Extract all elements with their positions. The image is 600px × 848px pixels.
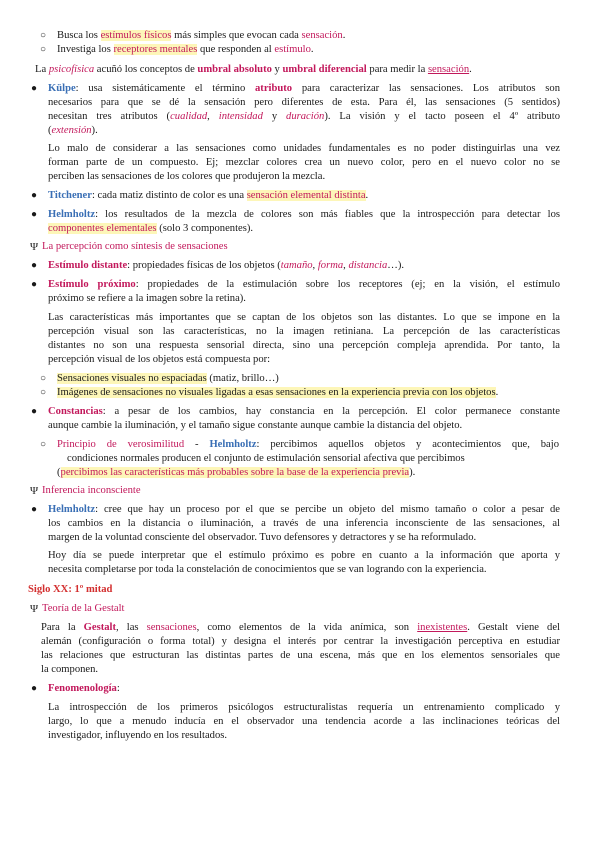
paragraph-text (35, 63, 472, 77)
text-line (48, 682, 560, 696)
text-line: Lo malo de considerar a las sensaciones como unidades fundamentales es no poder distinguirlas una vez (48, 143, 560, 154)
text-line (48, 259, 560, 273)
section-title: Siglo XX: 1º mitad (28, 584, 113, 595)
text: : percibimos aquellos objetos y acontecimientos que, bajo (256, 439, 559, 450)
circle-bullet-icon: ○ (40, 44, 47, 55)
dot-bullet-icon: ● (31, 683, 38, 694)
text: ). (91, 125, 98, 136)
dot-bullet-icon: ● (31, 406, 38, 417)
circle-bullet-icon: ○ (40, 373, 47, 384)
text: ( (48, 125, 52, 136)
text: ( (57, 467, 61, 478)
helmholtz-inferencia-text (48, 503, 560, 545)
text: La (35, 64, 49, 75)
term-intensidad: intensidad (218, 111, 263, 122)
circle-bullet-icon: ○ (40, 439, 47, 450)
text: (matiz, brillo…) (206, 373, 279, 384)
text-line (48, 82, 560, 96)
text: . (342, 30, 346, 41)
text: . (469, 64, 472, 75)
kulpe-text (48, 82, 560, 138)
text-line: Hoy día se puede interpretar que el estímulo próximo es pobre en cuanto a la información que aporta y (48, 550, 560, 561)
text: y (271, 64, 283, 75)
text-line (48, 208, 560, 222)
text-line: margen de la voluntad consciente del observador. Tuvo defensores y detractores y se ha reformulado. (48, 532, 477, 543)
titchener-text (48, 189, 560, 203)
caracteristicas-text (48, 311, 560, 367)
lo-malo-text (48, 142, 560, 184)
dot-bullet-icon: ● (31, 209, 38, 220)
text-line (48, 189, 560, 203)
list-item-text (57, 372, 279, 386)
text: . Gestalt viene del (467, 622, 561, 633)
text: . (310, 44, 314, 55)
circle-bullet-icon: ○ (40, 30, 47, 41)
fenomenologia-text (48, 682, 560, 696)
term-gestalt: Gestalt (83, 622, 117, 633)
term-distancia: distancia (348, 260, 388, 271)
text: que responden al (197, 44, 275, 55)
text: . (495, 387, 499, 398)
text: para caracterizar las sensaciones. Los atributos son (292, 83, 560, 94)
text: Para la (41, 622, 84, 633)
dot-bullet-icon: ● (31, 504, 38, 515)
text: : cree que hay un proceso por el que se percibe un objeto del mismo tamaño o color a pesar de (95, 504, 560, 515)
text: : propiedades de la estimulación sobre los receptores (ej; en la visión, el estímulo (135, 279, 560, 290)
text-line: aunque cambie la iluminación, y el tamaño sigue constante aunque cambie la distancia del objeto. (48, 420, 463, 431)
text-line: La introspección de los primeros psicólogos estructuralistas requería un entrenamiento complicado y (48, 702, 560, 713)
psi-icon: Ψ (30, 485, 39, 497)
text-line (48, 278, 560, 292)
text: y (262, 111, 287, 122)
text: , (343, 260, 349, 271)
text: más simples que evocan cada (171, 30, 302, 41)
text: : los resultados de la mezcla de colores son más fiables que la introspección para detectar los (95, 209, 560, 220)
introspeccion-text (48, 701, 560, 743)
psi-icon: Ψ (30, 603, 39, 615)
text: Investiga los (57, 44, 114, 55)
text-line: distantes no son una respuesta sensorial directa, sino una percepción compleja aprendida. Por tanto, la (48, 340, 560, 351)
text: acuñó los conceptos de (94, 64, 198, 75)
text-line: investigador, influyendo en los resultados. (48, 730, 228, 741)
term-psicofisica: psicofísica (48, 64, 95, 75)
estimulo-proximo-text (48, 278, 560, 306)
term-forma: forma (317, 260, 344, 271)
highlight-imagenes-sensaciones: Imágenes de sensaciones no visuales ligadas a esas sensaciones en la experiencia previa con los objetos (57, 387, 496, 398)
verosimilitud-text (57, 438, 559, 480)
text-line: las relaciones que estructuran las distintas partes de una escena, más que en los elementos sensoriales que (41, 650, 560, 661)
term-estimulo-distante: Estímulo distante (48, 260, 128, 271)
text: ). La visión y el tacto poseen el 4º atributo (324, 111, 561, 122)
text: …). (387, 260, 405, 271)
text-line (48, 124, 560, 138)
text-line: necesita completarse por toda la constelación de conocimientos que se van logrando con la experiencia. (48, 564, 487, 575)
text-line: necesarios para que se dé la sensación pero diferentes de esta. Para él, las sensaciones (5 sentidos) (48, 97, 560, 108)
section-title: Inferencia inconsciente (42, 485, 141, 496)
text-line: alemán (configuración o forma total) y designa el interés por centrar la investigación perceptiva en estudiar (41, 636, 560, 647)
text: , como elementos de la vida anímica, son (196, 622, 418, 633)
term-umbral-diferencial: umbral diferencial (282, 64, 367, 75)
dot-bullet-icon: ● (31, 190, 38, 201)
author-helmholtz: Helmholtz (209, 439, 257, 450)
text: . (365, 190, 369, 201)
highlight-receptores-mentales: receptores mentales (113, 44, 198, 55)
highlight-sensaciones-visuales: Sensaciones visuales no espaciadas (57, 373, 207, 384)
text: : (116, 683, 120, 694)
term-inexistentes: inexistentes (417, 622, 468, 633)
text: , (207, 111, 219, 122)
author-helmholtz: Helmholtz (48, 504, 96, 515)
text: Busca los (57, 30, 101, 41)
estimulo-distante-text (48, 259, 560, 273)
text-line (48, 405, 560, 419)
term-umbral-absoluto: umbral absoluto (197, 64, 272, 75)
text-line: los cambios en la distancia o iluminación, a través de una inferencia inconsciente de las sensaciones, al (48, 518, 560, 529)
author-kulpe: Külpe (48, 83, 76, 94)
text: para medir la (366, 64, 428, 75)
list-item-text (57, 29, 345, 43)
text: : cada matiz distinto de color es una (91, 190, 247, 201)
section-title: La percepción como síntesis de sensaciones (42, 241, 228, 252)
text-line: perciben las sensaciones de los colores que produjeron la mezcla. (48, 171, 326, 182)
text: ). (409, 467, 416, 478)
term-atributo: atributo (255, 83, 293, 94)
text-line (57, 466, 559, 480)
list-item-text (57, 386, 498, 400)
dot-bullet-icon: ● (31, 279, 38, 290)
gestalt-text (41, 621, 560, 677)
text-line: forman parte de un compuesto. Ej; mezclar colores crea un nuevo color, pero en el nuevo color no se (48, 157, 560, 168)
term-tamano: tamaño (280, 260, 313, 271)
list-item-text (57, 43, 314, 57)
term-constancias: Constancias (48, 406, 103, 417)
term-duracion: duración (286, 111, 325, 122)
text-line (41, 621, 560, 635)
text-line: la componen. (41, 664, 99, 675)
text-line (48, 222, 560, 236)
term-extension: extensión (51, 125, 92, 136)
hoy-dia-text (48, 549, 560, 577)
psi-icon: Ψ (30, 241, 39, 253)
text: , las (116, 622, 147, 633)
term-estimulo: estímulo (274, 44, 311, 55)
text-line: próximo se refiere a la imagen sobre la retina). (48, 293, 246, 304)
text: : usa sistemáticamente el término (75, 83, 255, 94)
author-helmholtz: Helmholtz (48, 209, 96, 220)
text: - (184, 439, 210, 450)
highlight-sensacion-elemental: sensación elemental distinta (246, 190, 366, 201)
text: , (312, 260, 318, 271)
section-title: Teoría de la Gestalt (42, 603, 125, 614)
dot-bullet-icon: ● (31, 83, 38, 94)
text: : a pesar de los cambios, hay constancia en la percepción. El color permanece constante (102, 406, 560, 417)
constancias-text (48, 405, 560, 433)
text-line (48, 503, 560, 517)
highlight-estimulos-fisicos: estímulos físicos (100, 30, 172, 41)
text-line (57, 438, 559, 452)
text-line: percepción visual de los objetos está compuesta por: (48, 354, 271, 365)
term-fenomenologia: Fenomenología (48, 683, 117, 694)
text-line: Las características más importantes que se captan de los objetos son las distantes. Lo que se impone en la (48, 312, 560, 323)
term-sensacion: sensación (301, 30, 343, 41)
helmholtz-colores-text (48, 208, 560, 236)
term-cualidad: cualidad (170, 111, 208, 122)
text-line (48, 110, 560, 124)
text-line: condiciones normales producen el conjunto de estimulación sensorial afectiva que percibimos (67, 453, 465, 464)
term-sensaciones: sensaciones (146, 622, 197, 633)
term-sensacion: sensación (427, 64, 470, 75)
highlight-caracteristicas-probables: percibimos las características más probables sobre la base de la experiencia previa (60, 467, 410, 478)
text: necesitan tres atributos ( (48, 111, 171, 122)
term-principio-verosimilitud: Principio de verosimilitud (57, 439, 185, 450)
text-line: largo, lo que a menudo inducía en el observador una tendencia acorde a las inclinaciones teóricas del (48, 716, 560, 727)
term-estimulo-proximo: Estímulo próximo (48, 279, 136, 290)
text: : propiedades físicas de los objetos ( (127, 260, 281, 271)
text-line: percepción visual son las características, no la imagen retiniana. La percepción de las características (48, 326, 560, 337)
circle-bullet-icon: ○ (40, 387, 47, 398)
text: (solo 3 componentes). (156, 223, 254, 234)
dot-bullet-icon: ● (31, 260, 38, 271)
highlight-componentes-elementales: componentes elementales (48, 223, 157, 234)
author-titchener: Titchener (48, 190, 92, 201)
